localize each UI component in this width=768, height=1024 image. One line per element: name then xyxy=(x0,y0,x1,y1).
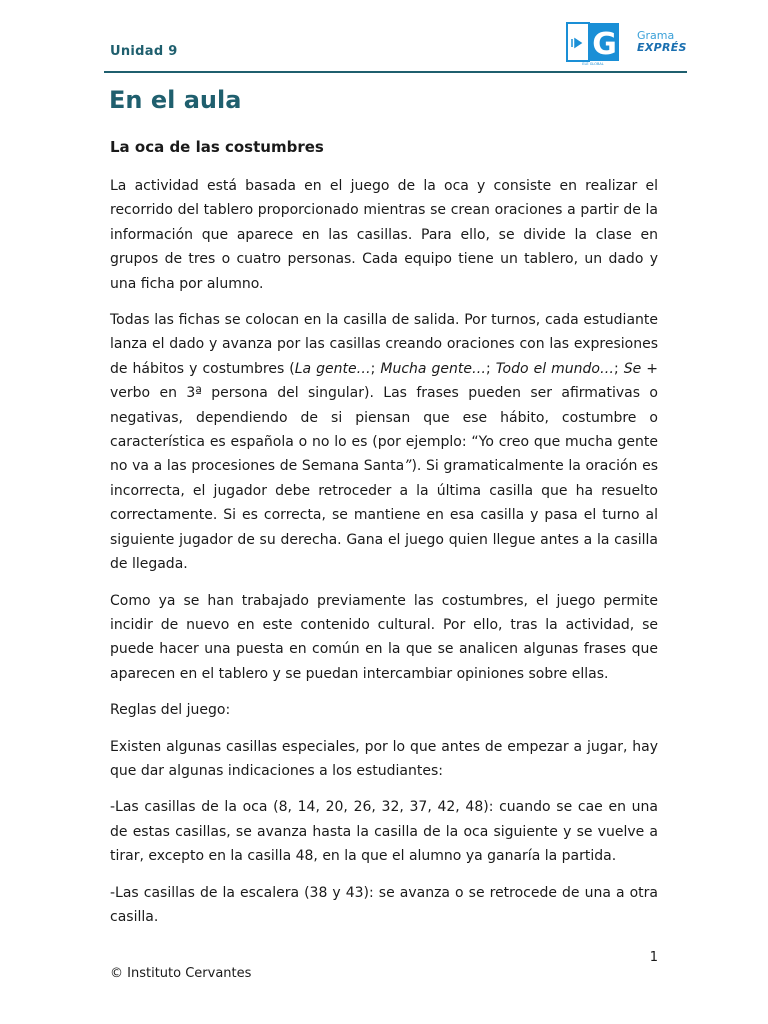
p2-italic-5: ” xyxy=(404,458,412,475)
page-title: En el aula xyxy=(109,86,242,114)
paragraph-7: -Las casillas de la escalera (38 y 43): se avanza o se retrocede de una a otra casilla. xyxy=(110,884,658,925)
paragraph-6: -Las casillas de la oca (8, 14, 20, 26, 32, 37, 42, 48): cuando se cae en una de estas casillas, se avanza hasta la casilla de la oca siguiente y se vuelve a tirar, excepto en la casilla 48, en la que el alumno ya ganaría la partida. xyxy=(110,799,658,865)
grama-expres-logo xyxy=(566,22,690,66)
p2-text-e: + verbo en 3ª persona del singular). Las frases pueden ser afirmativas o negativas, dependiendo de si piensan que ese hábito, costumbre o característica es española o no lo es (por ejemplo: “Yo creo que mucha gente no va a las procesiones de Semana Santa xyxy=(110,360,658,475)
logo-line2: EXPRÉS xyxy=(637,41,687,54)
logo-line1: Grama xyxy=(637,29,675,42)
p2-italic-3: Todo el mundo… xyxy=(495,360,614,377)
p2-italic-4: Se xyxy=(623,360,642,377)
paragraph-1: La actividad está basada en el juego de la oca y consiste en realizar el recorrido del tablero proporcionado mientras se crean oraciones a partir de la información que aparece en las casillas. Para ello, se divide la clase en grupos de tres o cuatro personas. Cada equipo tiene un tablero, un dado y una ficha por alumno. xyxy=(110,178,658,292)
unit-label: Unidad 9 xyxy=(110,44,178,59)
logo-wordmark xyxy=(637,30,687,54)
p2-italic-1: La gente… xyxy=(294,360,371,377)
document-body xyxy=(110,174,658,941)
p2-text-f: ). Si gramaticalmente la oración es incorrecta, el jugador debe retroceder a la última casilla que ha resuelto correctamente. Si es correcta, se mantiene en esa casilla y pasa el turno al siguiente jugador de su derecha. Gana el juego quien llegue antes a la casilla de llegada. xyxy=(110,458,658,573)
p2-text-a: Todas las fichas se colocan en la casilla de salida. Por turnos, cada estudiante lanza el dado y avanza por las casillas creando oraciones con las expresiones de hábitos y costumbres ( xyxy=(110,312,658,377)
logo-mark xyxy=(566,22,620,66)
p2-italic-2: Mucha gente… xyxy=(380,360,486,377)
section-title: La oca de las costumbres xyxy=(110,138,324,156)
copyright-footer: © Instituto Cervantes xyxy=(110,966,252,981)
paragraph-4: Reglas del juego: xyxy=(110,702,231,719)
paragraph-2 xyxy=(110,308,658,576)
paragraph-5: Existen algunas casillas especiales, por lo que antes de empezar a jugar, hay que dar algunas indicaciones a los estudiantes: xyxy=(110,738,658,779)
logo-letter: G xyxy=(592,27,617,62)
p2-text-c: ; xyxy=(485,360,496,377)
page-number: 1 xyxy=(649,950,658,965)
header-divider xyxy=(104,71,687,73)
p2-text-d: ; xyxy=(613,360,624,377)
logo-sub: ELE GLOBAL xyxy=(582,62,604,66)
p2-text-b: ; xyxy=(370,360,381,377)
paragraph-3: Como ya se han trabajado previamente las costumbres, el juego permite incidir de nuevo en este contenido cultural. Por ello, tras la actividad, se puede hacer una puesta en común en la que se analicen algunas frases que aparecen en el tablero y se puedan intercambiar opiniones sobre ellas. xyxy=(110,592,658,682)
